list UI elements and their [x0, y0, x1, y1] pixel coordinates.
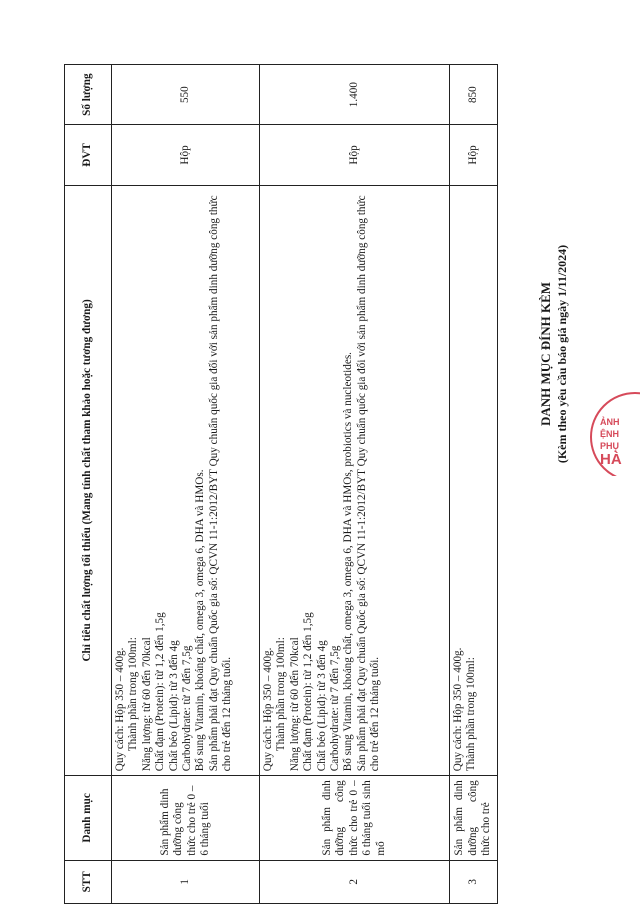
- spec-line: Carbohydrate: từ 7 đến 7,5g: [329, 645, 342, 772]
- document-title: DANH MỤC ĐÍNH KÈM: [538, 281, 553, 427]
- spec-line: Carbohydrate: từ 7 đến 7,5g: [181, 645, 194, 772]
- spec-line: Chất đạm (Protein): từ 1,2 đến 1,5g: [154, 612, 167, 772]
- spec-line: Chất béo (Lipid): từ 3 đến 4g: [167, 640, 180, 772]
- table-row: [112, 65, 260, 904]
- cell-chi-tieu: [260, 185, 450, 776]
- spec-line: Quy cách: Hộp 350 – 400g.: [114, 647, 126, 772]
- cell-dvt: Hộp: [260, 125, 450, 185]
- cell-stt: 3: [450, 860, 498, 903]
- cell-dvt: Hộp: [450, 125, 498, 185]
- spec-line: Bổ sung Vitamin, khoáng chất, omega 3, omega 6, DHA và HMOs, probiotics và nucleotides.: [342, 352, 355, 772]
- cell-chi-tieu: [112, 185, 260, 776]
- column-header-chi-tieu: Chỉ tiêu chất lượng tối thiểu (Mang tính chất tham khảo hoặc tương đương): [65, 185, 112, 776]
- cell-so-luong: 850: [450, 65, 498, 125]
- spec-line: Năng lượng: từ 60 đến 70kcal: [288, 637, 301, 772]
- spec-line: Thành phần trong 100ml:: [127, 637, 140, 752]
- cell-so-luong: 1.400: [260, 65, 450, 125]
- official-seal: [584, 392, 640, 476]
- seal-text: ẢNH ỆNH PHỤ HÀ: [600, 417, 622, 468]
- cell-so-luong: 550: [112, 65, 260, 125]
- column-header-danh-muc: Danh mục: [65, 776, 112, 860]
- cell-chi-tieu: [450, 185, 498, 776]
- spec-line: Năng lượng: từ 60 đến 70kcal: [140, 637, 153, 772]
- spec-line: Quy cách: Hộp 350 – 400g.: [452, 647, 464, 772]
- table-row: [450, 65, 498, 904]
- catalog-table: [64, 64, 498, 904]
- spec-line: Chất béo (Lipid): từ 3 đến 4g: [315, 640, 328, 772]
- title-block: [538, 34, 570, 674]
- cell-stt: 2: [260, 860, 450, 903]
- cell-danh-muc: Sản phẩm dinh dưỡng công thức cho trẻ 0 – 6 tháng tuổi: [112, 776, 260, 860]
- table-row: [260, 65, 450, 904]
- cell-danh-muc: Sản phẩm dinh dưỡng công thức cho trẻ: [450, 776, 498, 860]
- column-header-stt: STT: [65, 860, 112, 903]
- cell-dvt: Hộp: [112, 125, 260, 185]
- spec-line: Bổ sung Vitamin, khoáng chất, omega 3, omega 6, DHA và HMOs.: [194, 469, 207, 772]
- spec-line: Sản phẩm phải đạt Quy chuẩn Quốc gia số: QCVN 11-1:2012/BYT Quy chuẩn quốc gia đối với sản phẩm dinh dưỡng công thức cho trẻ đến 12 tháng tuổi.: [355, 195, 382, 772]
- spec-line: Sản phẩm phải đạt Quy chuẩn Quốc gia số: QCVN 11-1:2012/BYT Quy chuẩn quốc gia đối với sản phẩm dinh dưỡng công thức cho trẻ đến 12 tháng tuổi.: [207, 195, 234, 772]
- spec-line: Chất đạm (Protein): từ 1,2 đến 1,5g: [302, 612, 315, 772]
- document-subtitle: (Kèm theo yêu cầu báo giá ngày 1/11/2024): [555, 244, 569, 464]
- spec-line: Thành phần trong 100ml:: [465, 657, 478, 772]
- table-header-row: [65, 65, 112, 904]
- column-header-dvt: ĐVT: [65, 125, 112, 185]
- column-header-so-luong: Số lượng: [65, 65, 112, 125]
- cell-stt: 1: [112, 860, 260, 903]
- spec-line: Thành phần trong 100ml:: [275, 637, 288, 752]
- cell-danh-muc: Sản phẩm dinh dưỡng công thức cho trẻ 0 – 6 tháng tuổi sinh mổ: [260, 776, 450, 860]
- spec-line: Quy cách: Hộp 350 – 400g.: [262, 647, 274, 772]
